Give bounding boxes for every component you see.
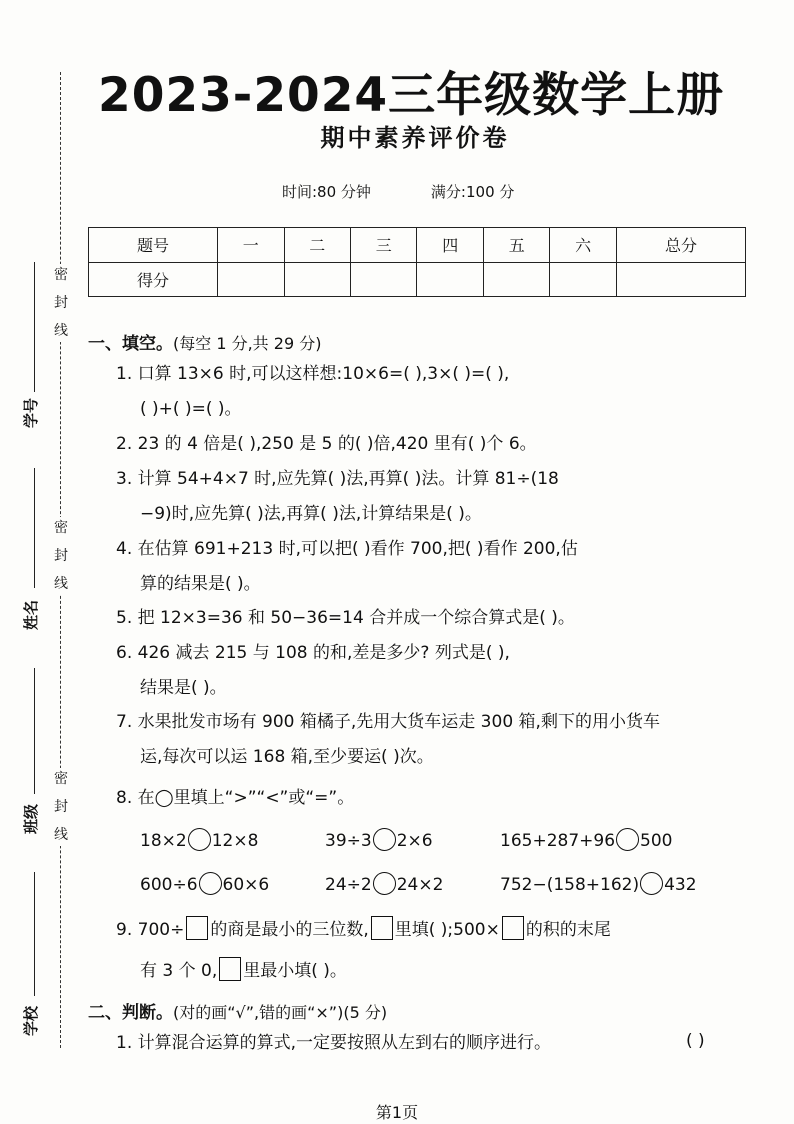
- page-number: 第1页: [375, 1103, 419, 1122]
- judge-answer-paren[interactable]: ( ): [686, 1031, 705, 1051]
- score-table-header-row: [89, 228, 746, 263]
- score-input-cell[interactable]: [218, 262, 284, 297]
- exam-info: [282, 181, 574, 202]
- compare-left: 752−(158+162): [500, 875, 640, 895]
- q9-text: 的商是最小的三位数,: [210, 920, 369, 940]
- answer-box[interactable]: [371, 916, 393, 940]
- compare-right: 60×6: [222, 875, 270, 895]
- full-score: 满分:100 分: [430, 183, 515, 201]
- section-1-heading: [88, 329, 321, 354]
- score-table-score-row: [89, 262, 746, 297]
- question-3-line-2: −9)时,应先算( )法,再算( )法,计算结果是( )。: [140, 504, 482, 524]
- answer-box[interactable]: [186, 916, 208, 940]
- compare-left: 165+287+96: [500, 831, 616, 851]
- compare-circle[interactable]: [373, 872, 396, 895]
- q9-text: 里最小填( )。: [243, 961, 347, 981]
- class-label: 班级: [22, 803, 40, 834]
- score-input-cell[interactable]: [483, 262, 549, 297]
- student-id-label: 学号: [22, 397, 40, 428]
- section-1-note: (每空 1 分,共 29 分): [173, 334, 322, 353]
- compare-left: 39÷3: [325, 831, 372, 851]
- compare-left: 24÷2: [325, 875, 372, 895]
- compare-right: 500: [640, 831, 673, 851]
- compare-circle[interactable]: [616, 828, 639, 851]
- compare-circle[interactable]: [373, 828, 396, 851]
- score-input-cell[interactable]: [284, 262, 350, 297]
- answer-box[interactable]: [219, 957, 241, 981]
- name-line[interactable]: [34, 468, 35, 588]
- compare-item: [325, 828, 433, 851]
- compare-item: [500, 872, 697, 895]
- compare-circle[interactable]: [640, 872, 663, 895]
- score-table-cell: 六: [550, 228, 616, 263]
- q9-text: 里填( );500×: [394, 920, 500, 940]
- school-label: 学校: [22, 1005, 40, 1036]
- compare-item: [140, 872, 269, 895]
- section-2-note: (对的画“√”,错的画“×”)(5 分): [173, 1003, 388, 1022]
- section-2-title: 二、判断。: [88, 1003, 173, 1023]
- compare-right: 24×2: [396, 875, 444, 895]
- section-2-heading: [88, 998, 387, 1023]
- answer-box[interactable]: [502, 916, 524, 940]
- score-input-cell[interactable]: [616, 262, 745, 297]
- compare-item: [500, 828, 672, 851]
- q9-text: 有 3 个 0,: [140, 961, 218, 981]
- school-line[interactable]: [34, 872, 35, 996]
- compare-right: 2×6: [396, 831, 433, 851]
- score-table-cell: 二: [284, 228, 350, 263]
- score-row-label: 得分: [89, 262, 218, 297]
- question-5: 5. 把 12×3=36 和 50−36=14 合并成一个综合算式是( )。: [116, 608, 575, 628]
- compare-right: 12×8: [211, 831, 259, 851]
- compare-item: [140, 828, 258, 851]
- seal-mark: [52, 768, 70, 846]
- question-6-line-1: 6. 426 减去 215 与 108 的和,差是多少? 列式是( ),: [116, 643, 510, 663]
- seal-mark: [52, 517, 70, 595]
- question-4-line-1: 4. 在估算 691+213 时,可以把( )看作 700,把( )看作 200,估: [116, 539, 578, 559]
- question-1-line-2: ( )+( )=( )。: [140, 399, 242, 419]
- q9-text: 的积的末尾: [525, 920, 611, 940]
- seal-char: 封: [54, 548, 68, 564]
- seal-char: 线: [54, 576, 68, 592]
- compare-right: 432: [664, 875, 697, 895]
- seal-char: 密: [54, 771, 68, 787]
- question-1-line-1: 1. 口算 13×6 时,可以这样想:10×6=( ),3×( )=( ),: [116, 364, 510, 384]
- compare-circle[interactable]: [199, 872, 222, 895]
- question-7-line-1: 7. 水果批发市场有 900 箱橘子,先用大货车运走 300 箱,剩下的用小货车: [116, 712, 660, 732]
- score-table-cell: 四: [417, 228, 483, 263]
- compare-left: 600÷6: [140, 875, 198, 895]
- question-4-line-2: 算的结果是( )。: [140, 574, 261, 594]
- score-input-cell[interactable]: [417, 262, 483, 297]
- score-table-cell: 总分: [616, 228, 745, 263]
- question-6-line-2: 结果是( )。: [140, 678, 227, 698]
- score-table-cell: 五: [483, 228, 549, 263]
- seal-char: 密: [54, 520, 68, 536]
- score-input-cell[interactable]: [350, 262, 416, 297]
- exam-subtitle: 期中素养评价卷: [320, 124, 510, 152]
- seal-char: 封: [54, 295, 68, 311]
- score-input-cell[interactable]: [550, 262, 616, 297]
- time-limit: 时间:80 分钟: [282, 183, 371, 201]
- compare-left: 18×2: [140, 831, 187, 851]
- seal-char: 封: [54, 799, 68, 815]
- name-label: 姓名: [22, 599, 40, 630]
- question-2: 2. 23 的 4 倍是( ),250 是 5 的( )倍,420 里有( )个 6。: [116, 434, 537, 454]
- score-table-cell: 题号: [89, 228, 218, 263]
- judge-question-1: 1. 计算混合运算的算式,一定要按照从左到右的顺序进行。: [116, 1033, 552, 1053]
- seal-mark: [52, 264, 70, 342]
- q9-text: 9. 700÷: [116, 920, 185, 940]
- score-table-cell: 一: [218, 228, 284, 263]
- class-line[interactable]: [34, 668, 35, 794]
- compare-item: [325, 872, 443, 895]
- question-8: 8. 在◯里填上“>”“<”或“=”。: [116, 788, 355, 808]
- exam-title: 2023-2024三年级数学上册: [98, 68, 725, 123]
- compare-circle[interactable]: [188, 828, 211, 851]
- question-9-line-1: [116, 916, 611, 942]
- question-7-line-2: 运,每次可以运 168 箱,至少要运( )次。: [140, 747, 434, 767]
- seal-char: 线: [54, 827, 68, 843]
- score-table: [88, 227, 746, 297]
- student-id-line[interactable]: [34, 262, 35, 392]
- question-3-line-1: 3. 计算 54+4×7 时,应先算( )法,再算( )法。计算 81÷(18: [116, 469, 559, 489]
- seal-char: 线: [54, 323, 68, 339]
- seal-char: 密: [54, 267, 68, 283]
- question-9-line-2: [140, 957, 347, 983]
- score-table-cell: 三: [350, 228, 416, 263]
- section-1-title: 一、填空。: [88, 334, 173, 354]
